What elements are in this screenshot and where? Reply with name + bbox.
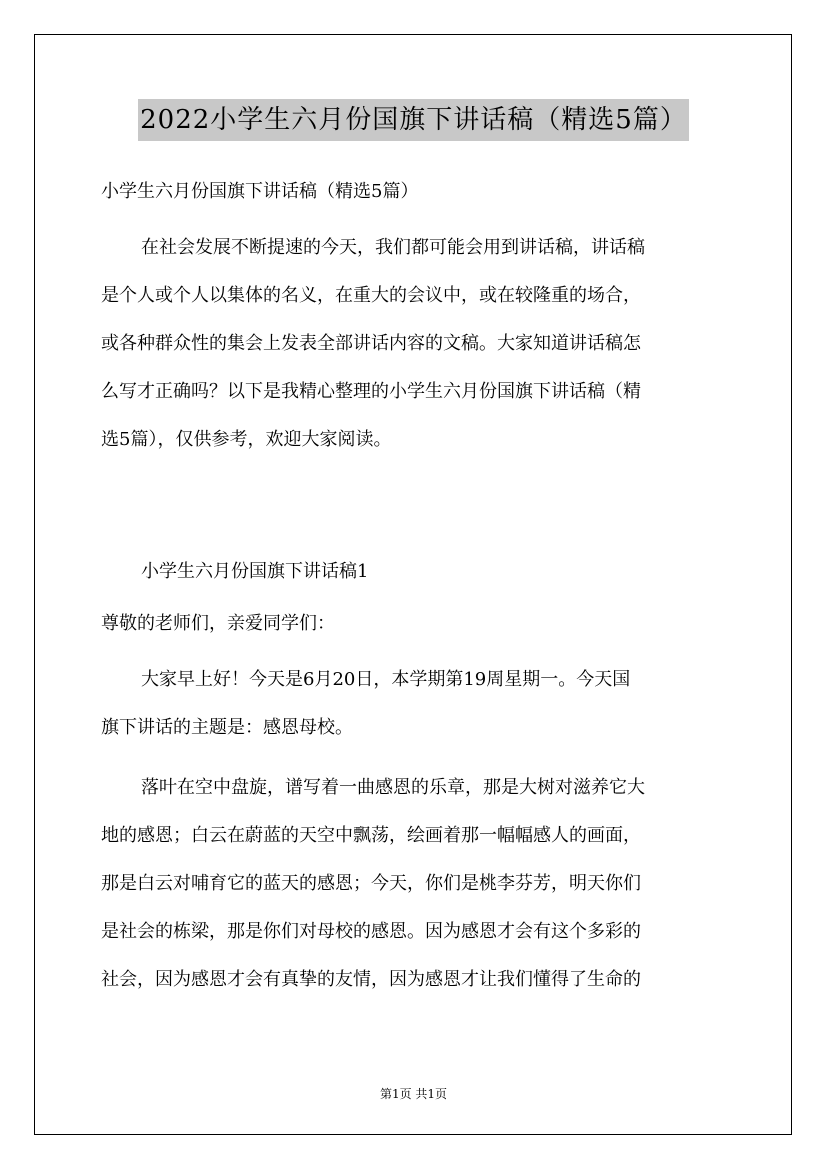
page-number: 第1页 共1页 — [379, 1087, 448, 1101]
title-wrap — [0, 99, 827, 141]
document-title: 2022小学生六月份国旗下讲话稿（精选5篇） — [138, 99, 689, 141]
text-line: 那是白云对哺育它的蓝天的感恩；今天，你们是桃李芬芳，明天你们 — [101, 873, 641, 894]
text-line: 地的感恩；白云在蔚蓝的天空中飘荡，绘画着那一幅幅感人的画面， — [101, 825, 641, 846]
intro-paragraph — [101, 224, 727, 464]
page-footer — [0, 1085, 827, 1102]
text-line: 在社会发展不断提速的今天，我们都可能会用到讲话稿，讲话稿 — [141, 237, 645, 258]
text-line: 大家早上好！今天是6月20日，本学期第19周星期一。今天国 — [141, 669, 631, 690]
text-line: 旗下讲话的主题是：感恩母校。 — [101, 717, 353, 738]
document-subtitle — [101, 168, 727, 216]
subtitle-line: 小学生六月份国旗下讲话稿（精选5篇） — [101, 181, 419, 202]
salutation — [101, 600, 727, 648]
section-heading-text: 小学生六月份国旗下讲话稿1 — [141, 561, 369, 582]
text-line: 社会，因为感恩才会有真挚的友情，因为感恩才让我们懂得了生命的 — [101, 969, 641, 990]
text-line: 么写才正确吗？以下是我精心整理的小学生六月份国旗下讲话稿（精 — [101, 381, 641, 402]
paragraph-2 — [101, 764, 727, 1004]
salutation-text: 尊敬的老师们，亲爱同学们： — [101, 613, 335, 634]
text-line: 或各种群众性的集会上发表全部讲话内容的文稿。大家知道讲话稿怎 — [101, 333, 641, 354]
text-line: 落叶在空中盘旋，谱写着一曲感恩的乐章，那是大树对滋养它大 — [141, 777, 645, 798]
text-line: 选5篇），仅供参考，欢迎大家阅读。 — [101, 429, 392, 450]
section-heading — [101, 548, 727, 596]
paragraph-1 — [101, 656, 727, 752]
text-line: 是社会的栋梁，那是你们对母校的感恩。因为感恩才会有这个多彩的 — [101, 921, 641, 942]
text-line: 是个人或个人以集体的名义，在重大的会议中，或在较隆重的场合， — [101, 285, 641, 306]
